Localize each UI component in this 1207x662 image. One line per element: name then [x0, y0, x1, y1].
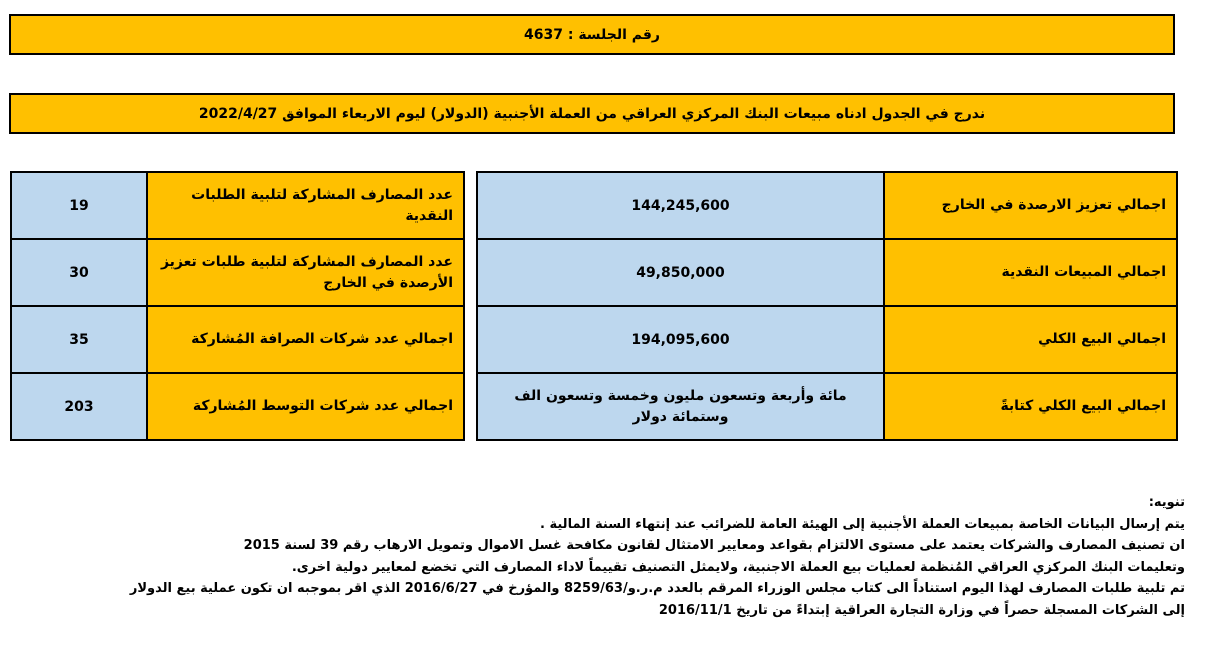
- table-row: [477, 373, 1177, 440]
- table-row: [477, 306, 1177, 373]
- notice-line: ان تصنيف المصارف والشركات يعتمد على مستوى الالتزام بقواعد ومعايير الامتثال لقانون مكافحة غسل الاموال وتمويل الارهاب رقم 39 لسنة 2015: [243, 538, 1185, 553]
- table-row: [477, 239, 1177, 306]
- count-label: عدد المصارف المشاركة لتلبية طلبات تعزيز الأرصدة في الخارج: [147, 239, 464, 306]
- table-row: [11, 172, 464, 239]
- count-label: اجمالي عدد شركات التوسط المُشاركة: [147, 373, 464, 440]
- sales-heading-bar: [9, 93, 1175, 134]
- table-row: [11, 373, 464, 440]
- table-row: [477, 172, 1177, 239]
- notice-title: تنويه:: [1148, 495, 1185, 510]
- notice-line: تم تلبية طلبات المصارف لهذا اليوم استناداً الى كتاب مجلس الوزراء المرقم بالعدد م.ر.و/8259/63 والمؤرخ في 2016/6/27 الذي اقر بموجبه ان تكون عملية بيع الدولار: [129, 581, 1185, 596]
- sales-heading-text: ندرج في الجدول ادناه مبيعات البنك المركزي العراقي من العملة الأجنبية (الدولار) ليوم الاربعاء الموافق 2022/4/27: [198, 105, 986, 122]
- table-row: [11, 239, 464, 306]
- summary-label: اجمالي البيع الكلي: [884, 306, 1177, 373]
- summary-label: اجمالي المبيعات النقدية: [884, 239, 1177, 306]
- table-row: [11, 306, 464, 373]
- count-value: 19: [11, 172, 147, 239]
- count-label: اجمالي عدد شركات الصرافة المُشاركة: [147, 306, 464, 373]
- count-value: 30: [11, 239, 147, 306]
- summary-value-in-words: مائة وأربعة وتسعون مليون وخمسة وتسعون الف وستمائة دولار: [477, 373, 884, 440]
- notice-line: وتعليمات البنك المركزي العراقي المُنظمة لعمليات بيع العملة الاجنبية، ولايمثل التصنيف تقييماً لاداء المصارف التي تخضع لمعايير دولية اخرى.: [291, 559, 1185, 575]
- session-number-label: رقم الجلسة : 4637: [524, 26, 660, 43]
- summary-value: 144,245,600: [477, 172, 884, 239]
- session-number-bar: [9, 14, 1175, 55]
- notice-section: [25, 492, 1185, 621]
- participants-table: [10, 171, 465, 441]
- summary-value: 49,850,000: [477, 239, 884, 306]
- summary-label: اجمالي البيع الكلي كتابةً: [884, 373, 1177, 440]
- summary-label: اجمالي تعزيز الارصدة في الخارج: [884, 172, 1177, 239]
- count-label: عدد المصارف المشاركة لتلبية الطلبات النقدية: [147, 172, 464, 239]
- count-value: 203: [11, 373, 147, 440]
- notice-line: إلى الشركات المسجلة حصراً في وزارة التجارة العراقية إبتداءً من تاريخ 2016/11/1: [658, 602, 1185, 618]
- summary-value: 194,095,600: [477, 306, 884, 373]
- sales-summary-table: [476, 171, 1178, 441]
- notice-line: يتم إرسال البيانات الخاصة بمبيعات العملة الأجنبية إلى الهيئة العامة للضرائب عند إنتهاء السنة المالية .: [540, 516, 1185, 532]
- count-value: 35: [11, 306, 147, 373]
